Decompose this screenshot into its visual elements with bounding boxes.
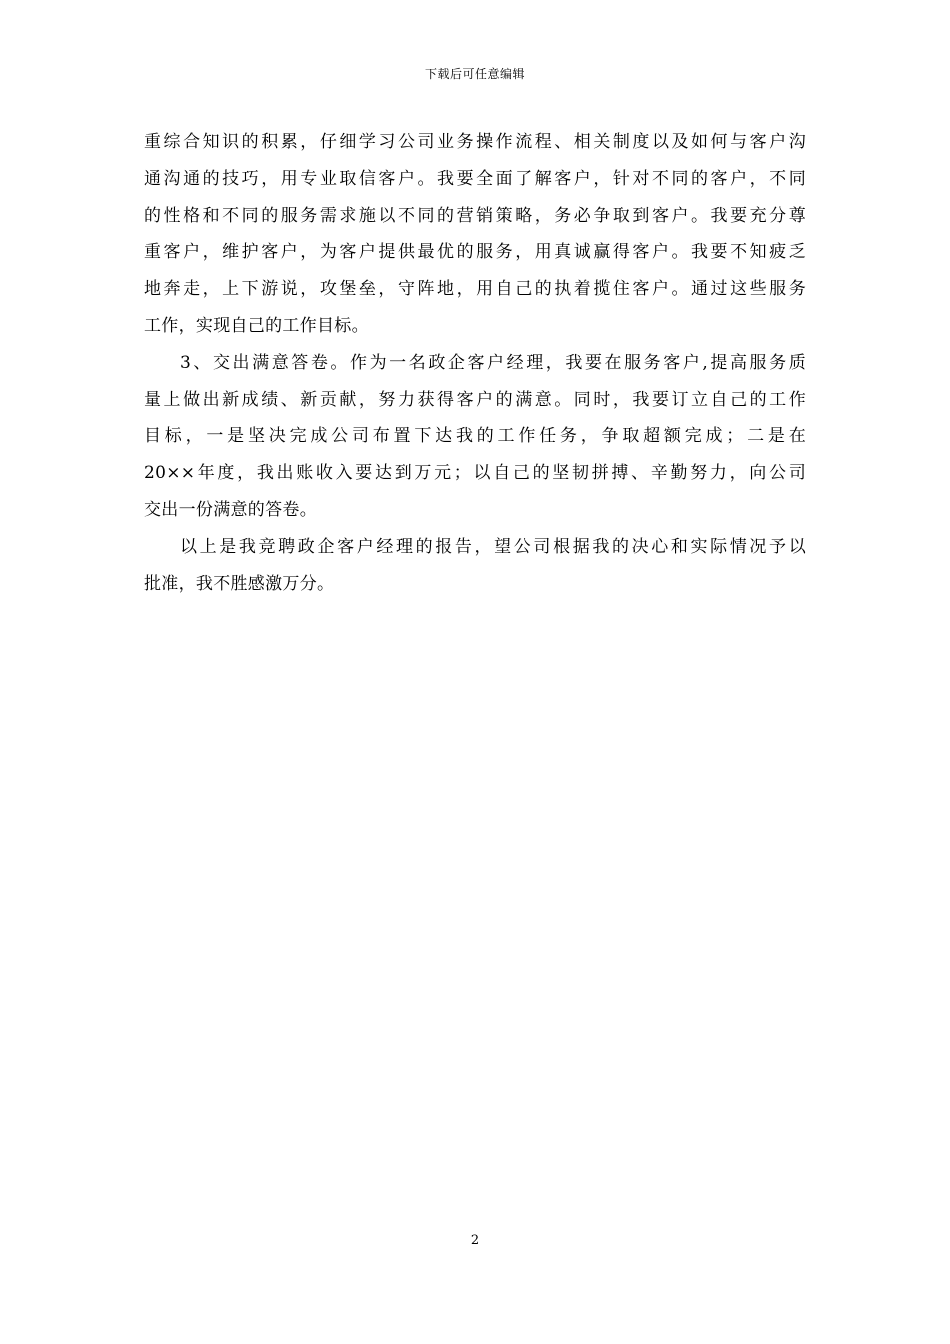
paragraph-2-line-3: 目标，一是坚决完成公司布置下达我的工作任务，争取超额完成；二是在 bbox=[144, 426, 806, 447]
paragraph-1-line-2: 通沟通的技巧，用专业取信客户。我要全面了解客户，针对不同的客户，不同 bbox=[144, 168, 806, 189]
document-body bbox=[144, 124, 806, 602]
paragraph-3-line-1: 以上是我竞聘政企客户经理的报告，望公司根据我的决心和实际情况予以 bbox=[180, 536, 806, 557]
page-number: 2 bbox=[470, 1233, 480, 1248]
paragraph-1-line-4: 重客户，维护客户，为客户提供最优的服务，用真诚赢得客户。我要不知疲乏 bbox=[144, 242, 806, 263]
paragraph-1-line-6: 工作，实现自己的工作目标。 bbox=[144, 315, 369, 336]
page-header: 下载后可任意编辑 bbox=[424, 67, 525, 81]
paragraph-2-line-1: 3、交出满意答卷。作为一名政企客户经理，我要在服务客户,提高服务质 bbox=[180, 352, 806, 373]
paragraph-1-line-3: 的性格和不同的服务需求施以不同的营销策略，务必争取到客户。我要充分尊 bbox=[144, 205, 806, 226]
paragraph-2-line-4: 20××年度，我出账收入要达到万元；以自己的坚韧拼搏、辛勤努力，向公司 bbox=[144, 463, 806, 484]
paragraph-1-line-1: 重综合知识的积累，仔细学习公司业务操作流程、相关制度以及如何与客户沟 bbox=[144, 132, 806, 152]
paragraph-2-line-5: 交出一份满意的答卷。 bbox=[144, 499, 317, 520]
paragraph-3-line-2: 批准，我不胜感激万分。 bbox=[144, 573, 335, 594]
paragraph-2-line-2: 量上做出新成绩、新贡献，努力获得客户的满意。同时，我要订立自己的工作 bbox=[144, 389, 806, 410]
paragraph-1-line-5: 地奔走，上下游说，攻堡垒，守阵地，用自己的执着揽住客户。通过这些服务 bbox=[144, 279, 806, 300]
